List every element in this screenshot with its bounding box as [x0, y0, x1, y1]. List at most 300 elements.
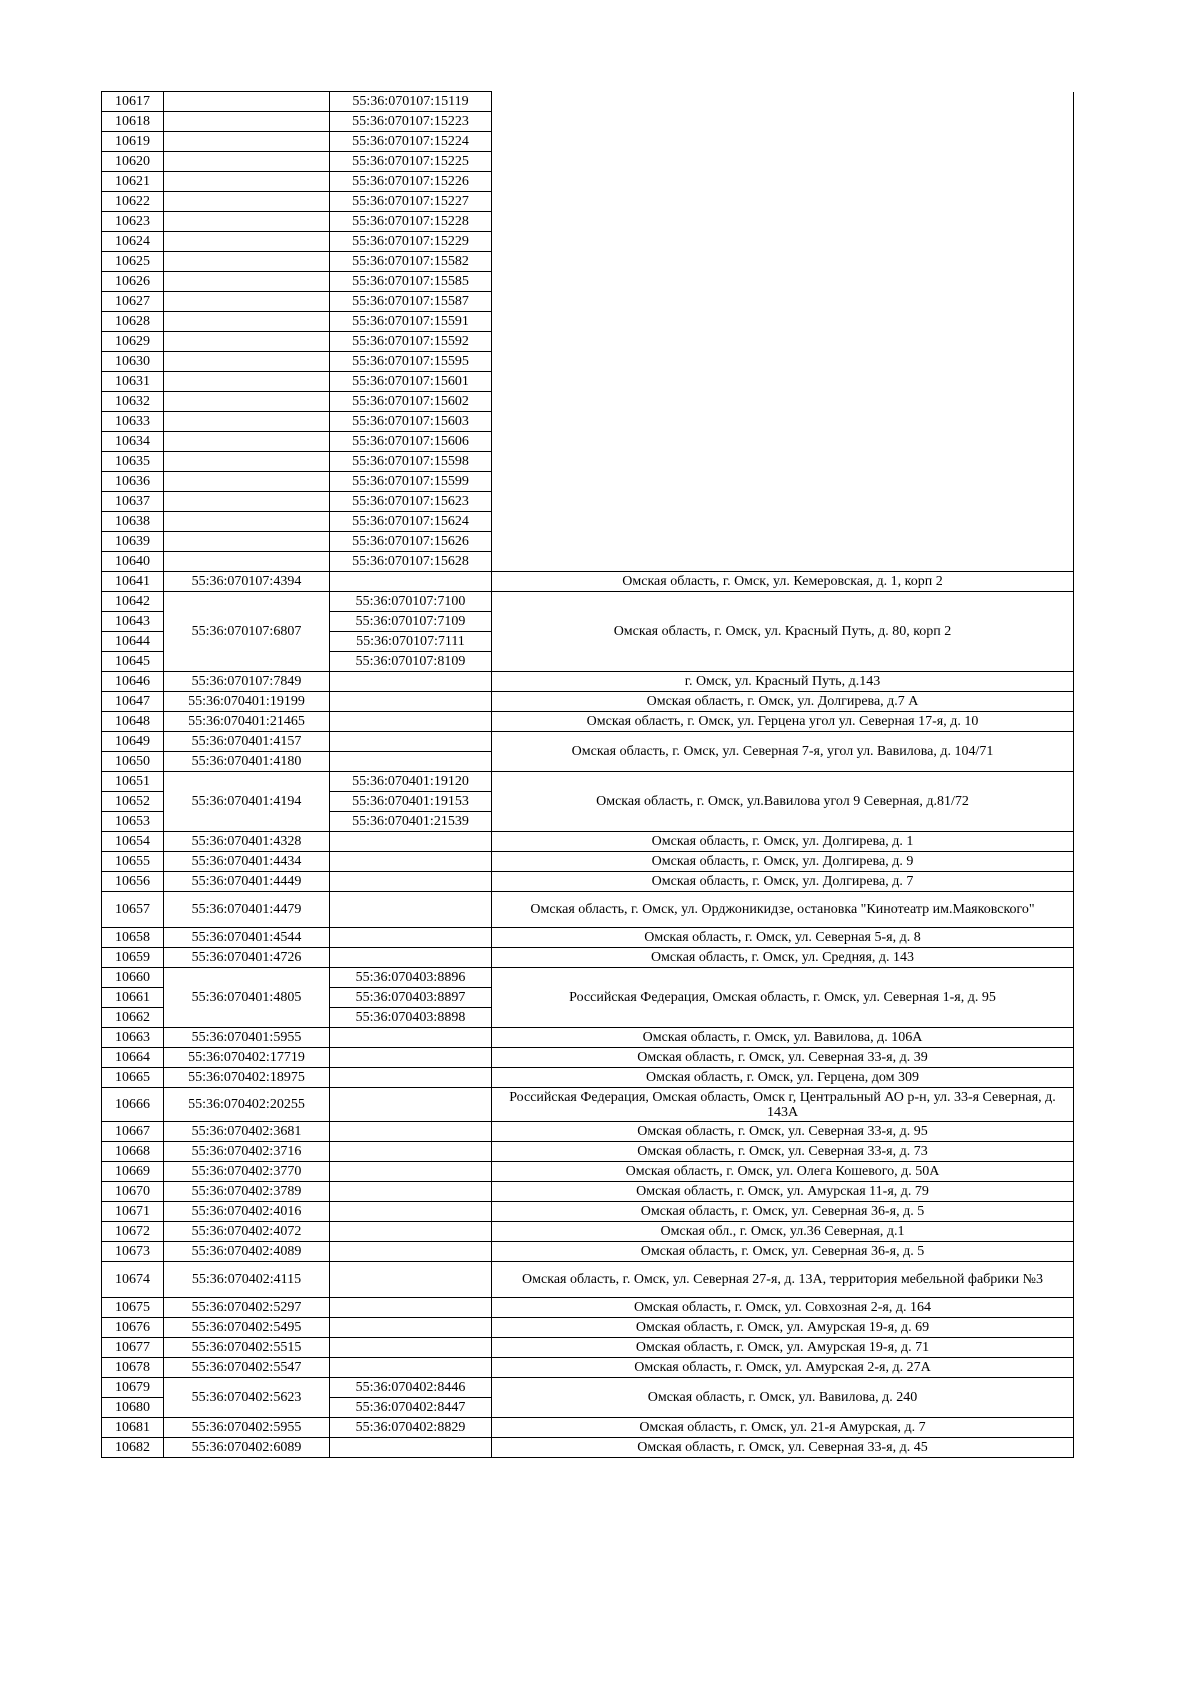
- parcel-number: [164, 172, 330, 192]
- table-row: [102, 592, 1074, 612]
- row-number: 10638: [102, 512, 164, 532]
- parcel-number: 55:36:070402:5515: [164, 1338, 330, 1358]
- table-row: [102, 948, 1074, 968]
- address-cell: Омская область, г. Омск, ул. Герцена угол ул. Северная 17-я, д. 10: [492, 712, 1074, 732]
- parcel-number: 55:36:070401:4328: [164, 832, 330, 852]
- table-row: [102, 772, 1074, 792]
- parcel-number: 55:36:070401:4194: [164, 772, 330, 832]
- row-number: 10667: [102, 1122, 164, 1142]
- address-cell: Омская область, г. Омск, ул. Северная 36-я, д. 5: [492, 1242, 1074, 1262]
- parcel-number: [164, 352, 330, 372]
- table-row: [102, 1202, 1074, 1222]
- sub-parcel-number: 55:36:070107:15224: [330, 132, 492, 152]
- table-row: [102, 1242, 1074, 1262]
- parcel-number: [164, 452, 330, 472]
- address-cell: [492, 212, 1074, 232]
- table-row: [102, 1048, 1074, 1068]
- sub-parcel-number: [330, 1142, 492, 1162]
- parcel-number: 55:36:070402:5297: [164, 1298, 330, 1318]
- parcel-number: 55:36:070107:6807: [164, 592, 330, 672]
- row-number: 10661: [102, 988, 164, 1008]
- parcel-number: 55:36:070402:20255: [164, 1088, 330, 1122]
- row-number: 10621: [102, 172, 164, 192]
- sub-parcel-number: 55:36:070401:21539: [330, 812, 492, 832]
- parcel-number: 55:36:070401:5955: [164, 1028, 330, 1048]
- sub-parcel-number: 55:36:070107:15595: [330, 352, 492, 372]
- sub-parcel-number: 55:36:070107:15601: [330, 372, 492, 392]
- parcel-number: 55:36:070402:5955: [164, 1418, 330, 1438]
- table-row: [102, 272, 1074, 292]
- address-cell: [492, 232, 1074, 252]
- table-row: [102, 712, 1074, 732]
- row-number: 10657: [102, 892, 164, 928]
- table-row: [102, 1182, 1074, 1202]
- table-row: [102, 1142, 1074, 1162]
- sub-parcel-number: 55:36:070107:15599: [330, 472, 492, 492]
- row-number: 10617: [102, 92, 164, 112]
- address-cell: [492, 452, 1074, 472]
- table-row: [102, 192, 1074, 212]
- sub-parcel-number: [330, 1338, 492, 1358]
- address-cell: [492, 512, 1074, 532]
- parcel-number: [164, 92, 330, 112]
- address-cell: г. Омск, ул. Красный Путь, д.143: [492, 672, 1074, 692]
- parcel-number: [164, 292, 330, 312]
- address-cell: Омская область, г. Омск, ул. Амурская 19-я, д. 69: [492, 1318, 1074, 1338]
- address-cell: [492, 252, 1074, 272]
- address-cell: Омская область, г. Омск, ул. 21-я Амурская, д. 7: [492, 1418, 1074, 1438]
- sub-parcel-number: 55:36:070107:15226: [330, 172, 492, 192]
- parcel-number: [164, 152, 330, 172]
- parcel-number: 55:36:070402:4089: [164, 1242, 330, 1262]
- sub-parcel-number: [330, 1028, 492, 1048]
- table-row: [102, 1298, 1074, 1318]
- table-row: [102, 332, 1074, 352]
- address-cell: Омская область, г. Омск, ул. Северная 33-я, д. 39: [492, 1048, 1074, 1068]
- sub-parcel-number: 55:36:070107:7111: [330, 632, 492, 652]
- row-number: 10652: [102, 792, 164, 812]
- address-cell: [492, 392, 1074, 412]
- sub-parcel-number: 55:36:070107:15623: [330, 492, 492, 512]
- sub-parcel-number: [330, 1318, 492, 1338]
- sub-parcel-number: 55:36:070107:15225: [330, 152, 492, 172]
- parcel-number: 55:36:070402:3681: [164, 1122, 330, 1142]
- parcel-number: 55:36:070401:21465: [164, 712, 330, 732]
- table-row: [102, 392, 1074, 412]
- parcel-number: [164, 112, 330, 132]
- row-number: 10665: [102, 1068, 164, 1088]
- table-row: [102, 1378, 1074, 1398]
- table-row: [102, 512, 1074, 532]
- row-number: 10678: [102, 1358, 164, 1378]
- table-row: [102, 672, 1074, 692]
- row-number: 10642: [102, 592, 164, 612]
- parcel-number: 55:36:070402:6089: [164, 1438, 330, 1458]
- row-number: 10651: [102, 772, 164, 792]
- sub-parcel-number: 55:36:070403:8896: [330, 968, 492, 988]
- row-number: 10674: [102, 1262, 164, 1298]
- sub-parcel-number: [330, 832, 492, 852]
- parcel-number: [164, 212, 330, 232]
- row-number: 10659: [102, 948, 164, 968]
- parcel-number: 55:36:070402:17719: [164, 1048, 330, 1068]
- address-cell: Омская область, г. Омск, ул. Северная 5-я, д. 8: [492, 928, 1074, 948]
- address-cell: Омская область, г. Омск, ул.Вавилова угол 9 Северная, д.81/72: [492, 772, 1074, 832]
- row-number: 10627: [102, 292, 164, 312]
- parcel-number: [164, 252, 330, 272]
- parcel-number: [164, 272, 330, 292]
- row-number: 10628: [102, 312, 164, 332]
- address-cell: Омская область, г. Омск, ул. Долгирева, д. 7: [492, 872, 1074, 892]
- parcel-number: 55:36:070402:5547: [164, 1358, 330, 1378]
- table-row: [102, 532, 1074, 552]
- table-row: [102, 1418, 1074, 1438]
- parcel-number: 55:36:070402:3716: [164, 1142, 330, 1162]
- sub-parcel-number: 55:36:070107:15628: [330, 552, 492, 572]
- sub-parcel-number: [330, 1262, 492, 1298]
- sub-parcel-number: 55:36:070107:15626: [330, 532, 492, 552]
- parcel-number: [164, 432, 330, 452]
- table-row: [102, 412, 1074, 432]
- row-number: 10655: [102, 852, 164, 872]
- row-number: 10669: [102, 1162, 164, 1182]
- parcel-number: [164, 372, 330, 392]
- parcel-number: 55:36:070402:4115: [164, 1262, 330, 1298]
- table-row: [102, 1438, 1074, 1458]
- sub-parcel-number: [330, 752, 492, 772]
- table-body: [102, 92, 1074, 1458]
- sub-parcel-number: 55:36:070107:15228: [330, 212, 492, 232]
- sub-parcel-number: 55:36:070107:15602: [330, 392, 492, 412]
- table-row: [102, 928, 1074, 948]
- table-row: [102, 552, 1074, 572]
- sub-parcel-number: [330, 1358, 492, 1378]
- address-cell: [492, 532, 1074, 552]
- parcel-number: [164, 312, 330, 332]
- address-cell: [492, 132, 1074, 152]
- sub-parcel-number: [330, 948, 492, 968]
- sub-parcel-number: 55:36:070107:15582: [330, 252, 492, 272]
- address-cell: Омская область, г. Омск, ул. Северная 27-я, д. 13А, территория мебельной фабрики №3: [492, 1262, 1074, 1298]
- row-number: 10631: [102, 372, 164, 392]
- table-row: [102, 1318, 1074, 1338]
- address-cell: Омская область, г. Омск, ул. Долгирева, д. 9: [492, 852, 1074, 872]
- table-row: [102, 852, 1074, 872]
- parcel-number: 55:36:070402:4016: [164, 1202, 330, 1222]
- sub-parcel-number: [330, 692, 492, 712]
- table-row: [102, 892, 1074, 928]
- sub-parcel-number: [330, 1048, 492, 1068]
- address-cell: [492, 272, 1074, 292]
- row-number: 10639: [102, 532, 164, 552]
- table-row: [102, 252, 1074, 272]
- parcel-number: 55:36:070402:3770: [164, 1162, 330, 1182]
- address-cell: Омская область, г. Омск, ул. Герцена, дом 309: [492, 1068, 1074, 1088]
- address-cell: Омская обл., г. Омск, ул.36 Северная, д.1: [492, 1222, 1074, 1242]
- parcel-number: [164, 412, 330, 432]
- address-cell: [492, 472, 1074, 492]
- row-number: 10673: [102, 1242, 164, 1262]
- row-number: 10636: [102, 472, 164, 492]
- parcel-number: 55:36:070402:18975: [164, 1068, 330, 1088]
- row-number: 10643: [102, 612, 164, 632]
- sub-parcel-number: 55:36:070402:8829: [330, 1418, 492, 1438]
- row-number: 10634: [102, 432, 164, 452]
- row-number: 10640: [102, 552, 164, 572]
- address-cell: Омская область, г. Омск, ул. Средняя, д. 143: [492, 948, 1074, 968]
- parcel-number: 55:36:070401:19199: [164, 692, 330, 712]
- row-number: 10630: [102, 352, 164, 372]
- sub-parcel-number: [330, 1298, 492, 1318]
- parcel-number: [164, 392, 330, 412]
- address-cell: [492, 292, 1074, 312]
- sub-parcel-number: 55:36:070107:15119: [330, 92, 492, 112]
- table-row: [102, 112, 1074, 132]
- parcel-number: [164, 132, 330, 152]
- sub-parcel-number: 55:36:070107:8109: [330, 652, 492, 672]
- parcel-number: 55:36:070401:4544: [164, 928, 330, 948]
- parcel-number: 55:36:070401:4434: [164, 852, 330, 872]
- table-row: [102, 132, 1074, 152]
- table-row: [102, 292, 1074, 312]
- sub-parcel-number: 55:36:070107:7109: [330, 612, 492, 632]
- row-number: 10671: [102, 1202, 164, 1222]
- sub-parcel-number: 55:36:070107:15598: [330, 452, 492, 472]
- parcel-number: 55:36:070402:5495: [164, 1318, 330, 1338]
- parcel-number: [164, 552, 330, 572]
- row-number: 10624: [102, 232, 164, 252]
- row-number: 10680: [102, 1398, 164, 1418]
- address-cell: Омская область, г. Омск, ул. Северная 33-я, д. 45: [492, 1438, 1074, 1458]
- sub-parcel-number: [330, 672, 492, 692]
- sub-parcel-number: 55:36:070107:15223: [330, 112, 492, 132]
- sub-parcel-number: 55:36:070107:15587: [330, 292, 492, 312]
- address-cell: Омская область, г. Омск, ул. Вавилова, д. 240: [492, 1378, 1074, 1418]
- sub-parcel-number: [330, 1068, 492, 1088]
- table-row: [102, 732, 1074, 752]
- table-row: [102, 432, 1074, 452]
- sub-parcel-number: 55:36:070107:15603: [330, 412, 492, 432]
- parcel-number: [164, 332, 330, 352]
- table-row: [102, 92, 1074, 112]
- row-number: 10662: [102, 1008, 164, 1028]
- sub-parcel-number: 55:36:070403:8897: [330, 988, 492, 1008]
- sub-parcel-number: 55:36:070107:15592: [330, 332, 492, 352]
- table-row: [102, 1262, 1074, 1298]
- parcel-number: 55:36:070401:4726: [164, 948, 330, 968]
- sub-parcel-number: [330, 872, 492, 892]
- table-row: [102, 692, 1074, 712]
- cadastral-table: [101, 91, 1074, 1458]
- row-number: 10677: [102, 1338, 164, 1358]
- address-cell: Омская область, г. Омск, ул. Амурская 19-я, д. 71: [492, 1338, 1074, 1358]
- row-number: 10635: [102, 452, 164, 472]
- row-number: 10658: [102, 928, 164, 948]
- row-number: 10653: [102, 812, 164, 832]
- row-number: 10666: [102, 1088, 164, 1122]
- row-number: 10625: [102, 252, 164, 272]
- row-number: 10641: [102, 572, 164, 592]
- row-number: 10632: [102, 392, 164, 412]
- table-row: [102, 492, 1074, 512]
- row-number: 10620: [102, 152, 164, 172]
- parcel-number: 55:36:070401:4805: [164, 968, 330, 1028]
- address-cell: Омская область, г. Омск, ул. Долгирева, д.7 А: [492, 692, 1074, 712]
- sub-parcel-number: 55:36:070402:8447: [330, 1398, 492, 1418]
- sub-parcel-number: [330, 892, 492, 928]
- address-cell: [492, 152, 1074, 172]
- parcel-number: [164, 492, 330, 512]
- address-cell: [492, 312, 1074, 332]
- table-row: [102, 472, 1074, 492]
- address-cell: Омская область, г. Омск, ул. Совхозная 2-я, д. 164: [492, 1298, 1074, 1318]
- table-row: [102, 172, 1074, 192]
- row-number: 10663: [102, 1028, 164, 1048]
- table-row: [102, 1222, 1074, 1242]
- row-number: 10670: [102, 1182, 164, 1202]
- address-cell: Омская область, г. Омск, ул. Красный Путь, д. 80, корп 2: [492, 592, 1074, 672]
- parcel-number: [164, 192, 330, 212]
- row-number: 10672: [102, 1222, 164, 1242]
- row-number: 10679: [102, 1378, 164, 1398]
- address-cell: [492, 192, 1074, 212]
- sub-parcel-number: [330, 572, 492, 592]
- row-number: 10644: [102, 632, 164, 652]
- address-cell: [492, 432, 1074, 452]
- row-number: 10664: [102, 1048, 164, 1068]
- table-row: [102, 1028, 1074, 1048]
- parcel-number: 55:36:070401:4449: [164, 872, 330, 892]
- table-row: [102, 352, 1074, 372]
- address-cell: Омская область, г. Омск, ул. Олега Кошевого, д. 50А: [492, 1162, 1074, 1182]
- address-cell: [492, 112, 1074, 132]
- address-cell: Омская область, г. Омск, ул. Амурская 2-я, д. 27А: [492, 1358, 1074, 1378]
- sub-parcel-number: [330, 1222, 492, 1242]
- sub-parcel-number: 55:36:070403:8898: [330, 1008, 492, 1028]
- row-number: 10626: [102, 272, 164, 292]
- address-cell: Омская область, г. Омск, ул. Долгирева, д. 1: [492, 832, 1074, 852]
- sub-parcel-number: [330, 732, 492, 752]
- sub-parcel-number: [330, 852, 492, 872]
- parcel-number: 55:36:070401:4157: [164, 732, 330, 752]
- table-row: [102, 1338, 1074, 1358]
- sub-parcel-number: [330, 1242, 492, 1262]
- row-number: 10660: [102, 968, 164, 988]
- parcel-number: 55:36:070402:4072: [164, 1222, 330, 1242]
- table-row: [102, 212, 1074, 232]
- sub-parcel-number: 55:36:070107:15591: [330, 312, 492, 332]
- parcel-number: [164, 512, 330, 532]
- sub-parcel-number: [330, 712, 492, 732]
- row-number: 10618: [102, 112, 164, 132]
- address-cell: Омская область, г. Омск, ул. Северная 33-я, д. 95: [492, 1122, 1074, 1142]
- table-row: [102, 1088, 1074, 1122]
- address-cell: [492, 552, 1074, 572]
- row-number: 10623: [102, 212, 164, 232]
- parcel-number: [164, 232, 330, 252]
- parcel-number: [164, 472, 330, 492]
- table-row: [102, 312, 1074, 332]
- address-cell: Омская область, г. Омск, ул. Северная 7-я, угол ул. Вавилова, д. 104/71: [492, 732, 1074, 772]
- sub-parcel-number: [330, 1122, 492, 1142]
- sub-parcel-number: [330, 928, 492, 948]
- parcel-number: 55:36:070402:5623: [164, 1378, 330, 1418]
- parcel-number: 55:36:070402:3789: [164, 1182, 330, 1202]
- sub-parcel-number: 55:36:070107:15606: [330, 432, 492, 452]
- table-row: [102, 1162, 1074, 1182]
- parcel-number: 55:36:070107:4394: [164, 572, 330, 592]
- address-cell: Российская Федерация, Омская область, Омск г, Центральный АО р-н, ул. 33-я Северная, д. 143А: [492, 1088, 1074, 1122]
- address-cell: [492, 92, 1074, 112]
- sub-parcel-number: 55:36:070402:8446: [330, 1378, 492, 1398]
- table-row: [102, 968, 1074, 988]
- address-cell: Омская область, г. Омск, ул. Северная 33-я, д. 73: [492, 1142, 1074, 1162]
- row-number: 10622: [102, 192, 164, 212]
- row-number: 10647: [102, 692, 164, 712]
- row-number: 10682: [102, 1438, 164, 1458]
- sub-parcel-number: 55:36:070107:15227: [330, 192, 492, 212]
- address-cell: [492, 172, 1074, 192]
- table-row: [102, 832, 1074, 852]
- row-number: 10681: [102, 1418, 164, 1438]
- sub-parcel-number: [330, 1088, 492, 1122]
- sub-parcel-number: 55:36:070107:15624: [330, 512, 492, 532]
- table-row: [102, 372, 1074, 392]
- sub-parcel-number: [330, 1202, 492, 1222]
- parcel-number: 55:36:070107:7849: [164, 672, 330, 692]
- sub-parcel-number: 55:36:070107:7100: [330, 592, 492, 612]
- address-cell: [492, 412, 1074, 432]
- row-number: 10649: [102, 732, 164, 752]
- row-number: 10619: [102, 132, 164, 152]
- table-row: [102, 452, 1074, 472]
- row-number: 10668: [102, 1142, 164, 1162]
- table-row: [102, 232, 1074, 252]
- sub-parcel-number: [330, 1182, 492, 1202]
- row-number: 10675: [102, 1298, 164, 1318]
- table-row: [102, 1068, 1074, 1088]
- row-number: 10646: [102, 672, 164, 692]
- address-cell: [492, 332, 1074, 352]
- parcel-number: [164, 532, 330, 552]
- parcel-number: 55:36:070401:4479: [164, 892, 330, 928]
- sub-parcel-number: 55:36:070107:15229: [330, 232, 492, 252]
- address-cell: Омская область, г. Омск, ул. Амурская 11-я, д. 79: [492, 1182, 1074, 1202]
- row-number: 10648: [102, 712, 164, 732]
- table-row: [102, 872, 1074, 892]
- address-cell: Омская область, г. Омск, ул. Орджоникидзе, остановка "Кинотеатр им.Маяковского": [492, 892, 1074, 928]
- address-cell: [492, 372, 1074, 392]
- row-number: 10637: [102, 492, 164, 512]
- table-row: [102, 1122, 1074, 1142]
- sub-parcel-number: [330, 1438, 492, 1458]
- sub-parcel-number: 55:36:070107:15585: [330, 272, 492, 292]
- sub-parcel-number: 55:36:070401:19120: [330, 772, 492, 792]
- address-cell: Российская Федерация, Омская область, г. Омск, ул. Северная 1-я, д. 95: [492, 968, 1074, 1028]
- address-cell: Омская область, г. Омск, ул. Вавилова, д. 106А: [492, 1028, 1074, 1048]
- parcel-number: 55:36:070401:4180: [164, 752, 330, 772]
- table-row: [102, 572, 1074, 592]
- address-cell: [492, 352, 1074, 372]
- row-number: 10676: [102, 1318, 164, 1338]
- address-cell: Омская область, г. Омск, ул. Кемеровская, д. 1, корп 2: [492, 572, 1074, 592]
- row-number: 10629: [102, 332, 164, 352]
- row-number: 10654: [102, 832, 164, 852]
- row-number: 10645: [102, 652, 164, 672]
- row-number: 10633: [102, 412, 164, 432]
- address-cell: Омская область, г. Омск, ул. Северная 36-я, д. 5: [492, 1202, 1074, 1222]
- sub-parcel-number: [330, 1162, 492, 1182]
